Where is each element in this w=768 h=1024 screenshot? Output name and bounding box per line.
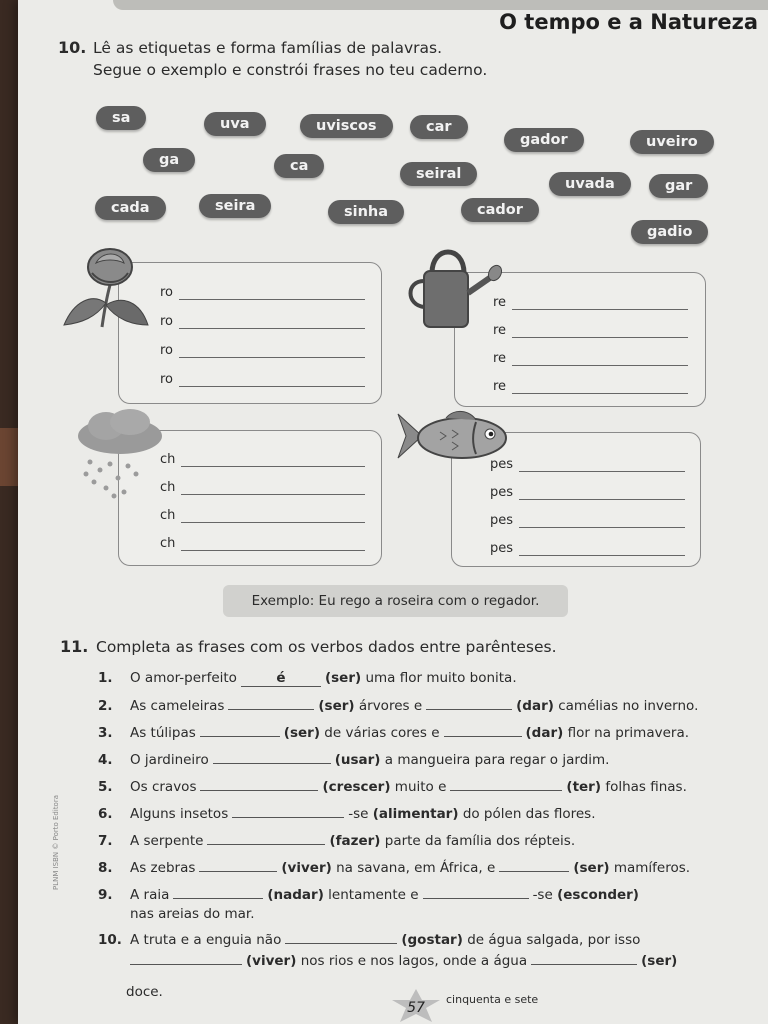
page-number-star-icon (390, 988, 442, 1024)
line-prefix: re (493, 379, 507, 394)
word-tag: car (410, 115, 468, 139)
line-prefix: pes (490, 485, 514, 500)
sentence-text: A serpente (130, 833, 204, 849)
sentence-10-continued (130, 952, 677, 969)
verb-hint: (viver) (246, 953, 297, 969)
sentence-number: 3. (98, 725, 113, 741)
sentence-text: -se (348, 806, 369, 822)
word-tag: gador (504, 128, 584, 152)
sentence-text: As túlipas (130, 725, 196, 741)
verb-hint: (ser) (318, 698, 355, 714)
rose-icon (62, 245, 152, 330)
line-prefix: pes (490, 541, 514, 556)
word-tag: sinha (328, 200, 404, 224)
sentence-text: As zebras (130, 860, 196, 876)
line-prefix: ch (160, 508, 176, 523)
verb-hint: (alimentar) (372, 806, 459, 822)
exercise-10-instruction-2: Segue o exemplo e constrói frases no teu caderno. (93, 61, 488, 79)
exercise-11-instruction: Completa as frases com os verbos dados entre parênteses. (96, 638, 557, 656)
line-prefix: re (493, 351, 507, 366)
answer-blank[interactable] (450, 778, 562, 791)
answer-rule[interactable] (519, 545, 685, 556)
answer-rule[interactable] (519, 517, 685, 528)
fill-line[interactable] (490, 457, 685, 472)
example-banner: Exemplo: Eu rego a roseira com o regador. (223, 585, 568, 617)
answer-rule[interactable] (512, 299, 688, 310)
verb-hint: (dar) (525, 725, 564, 741)
word-tag: ga (143, 148, 195, 172)
sentence-text: folhas finas. (605, 779, 687, 795)
fill-line[interactable] (490, 513, 685, 528)
sentence-3 (98, 724, 689, 741)
unit-title: O tempo e a Natureza (499, 10, 758, 34)
answer-rule[interactable] (512, 383, 688, 394)
fill-line[interactable] (160, 314, 365, 329)
worksheet-page (18, 0, 768, 1024)
sentence-text: O amor-perfeito (130, 670, 237, 686)
verb-hint: (ter) (566, 779, 602, 795)
answer-blank[interactable] (285, 931, 397, 944)
sentence-text: muito e (394, 779, 447, 795)
sentence-text: O jardineiro (130, 752, 209, 768)
line-prefix: re (493, 323, 507, 338)
sentence-text: flor na primavera. (567, 725, 690, 741)
answer-rule[interactable] (512, 327, 688, 338)
sentence-text: uma flor muito bonita. (365, 670, 517, 686)
verb-hint: (dar) (516, 698, 554, 714)
exercise-10-number: 10. (58, 38, 87, 57)
sentence-number: 6. (98, 806, 113, 822)
answer-rule[interactable] (181, 512, 365, 523)
word-tag: uva (204, 112, 266, 136)
answer-rule[interactable] (181, 484, 365, 495)
line-prefix: ro (160, 285, 174, 300)
word-tag: cador (461, 198, 539, 222)
line-prefix: ro (160, 343, 174, 358)
verb-hint: (ser) (324, 670, 362, 686)
fill-line[interactable] (160, 480, 365, 495)
sentence-6 (98, 805, 595, 822)
sentence-text: a mangueira para regar o jardim. (384, 752, 610, 768)
sentence-5 (98, 778, 687, 795)
word-tag: uvada (549, 172, 631, 196)
sentence-text: parte da família dos répteis. (384, 833, 576, 849)
fill-line[interactable] (493, 351, 688, 366)
sentence-text: de várias cores e (324, 725, 440, 741)
word-tag: gar (649, 174, 708, 198)
fill-line[interactable] (160, 285, 365, 300)
sentence-number: 2. (98, 698, 113, 714)
sentence-9 (98, 886, 639, 903)
line-prefix: pes (490, 457, 514, 472)
word-tag: cada (95, 196, 166, 220)
sentence-text: nos rios e nos lagos, onde a água (300, 953, 528, 969)
answer-blank[interactable] (130, 952, 242, 965)
verb-hint: (viver) (281, 860, 332, 876)
verb-hint: (esconder) (557, 887, 639, 903)
fill-line[interactable] (490, 541, 685, 556)
sentence-text: mamíferos. (613, 860, 691, 876)
fill-line[interactable] (493, 295, 688, 310)
word-tag: uveiro (630, 130, 714, 154)
verb-hint: (usar) (334, 752, 381, 768)
sentence-text: Alguns insetos (130, 806, 229, 822)
sentence-number: 9. (98, 887, 113, 903)
sentence-text: Os cravos (130, 779, 197, 795)
answer-rule[interactable] (519, 461, 685, 472)
answer-blank[interactable] (173, 886, 263, 899)
line-prefix: ch (160, 452, 176, 467)
side-credit: PLNM ISBN © Porto Editora (52, 794, 60, 890)
page-number-words: cinquenta e sete (446, 993, 539, 1006)
verb-hint: (ser) (283, 725, 320, 741)
answer-blank[interactable] (232, 805, 344, 818)
fill-line[interactable] (160, 452, 365, 467)
verb-hint: (fazer) (329, 833, 381, 849)
answer-blank[interactable] (423, 886, 529, 899)
sentence-text: doce. (126, 984, 163, 1000)
fill-line[interactable] (493, 379, 688, 394)
verb-hint: (ser) (641, 953, 678, 969)
sentence-4 (98, 751, 609, 768)
sentence-number: 5. (98, 779, 113, 795)
answer-blank[interactable] (213, 751, 331, 764)
word-tag: ca (274, 154, 324, 178)
sentence-text: nas areias do mar. (130, 906, 255, 922)
sentence-text: na savana, em África, e (336, 860, 496, 876)
answer-rule[interactable] (519, 489, 685, 500)
sentence-text: A truta e a enguia não (130, 932, 282, 948)
line-prefix: pes (490, 513, 514, 528)
answer-rule[interactable] (179, 347, 365, 358)
sentence-text: de água salgada, por isso (467, 932, 641, 948)
page-number: 57 (407, 1000, 425, 1016)
fill-line[interactable] (160, 508, 365, 523)
answer-rule[interactable] (179, 318, 365, 329)
verb-hint: (ser) (573, 860, 610, 876)
sentence-text: A raia (130, 887, 170, 903)
answer-blank[interactable] (228, 697, 314, 710)
sentence-10 (98, 931, 640, 948)
sentence-text: As cameleiras (130, 698, 225, 714)
sentence-2 (98, 697, 698, 714)
answer-blank[interactable] (199, 859, 277, 872)
answer-blank[interactable] (426, 697, 512, 710)
fish-icon (396, 408, 508, 466)
answer-blank[interactable] (207, 832, 325, 845)
verb-hint: (crescer) (322, 779, 391, 795)
answer-blank[interactable] (531, 952, 637, 965)
sentence-text: árvores e (358, 698, 423, 714)
answer-blank[interactable]: é (241, 670, 321, 687)
answer-blank[interactable] (200, 724, 280, 737)
answer-blank[interactable] (499, 859, 569, 872)
sentence-8 (98, 859, 690, 876)
verb-hint: (gostar) (401, 932, 463, 948)
word-tag: uviscos (300, 114, 393, 138)
answer-rule[interactable] (179, 376, 365, 387)
line-prefix: ro (160, 314, 174, 329)
sentence-number: 10. (98, 932, 122, 948)
rain-cloud-icon (72, 408, 167, 503)
answer-rule[interactable] (181, 456, 365, 467)
line-prefix: ch (160, 480, 176, 495)
sentence-10-end (126, 984, 163, 1000)
word-tag: seiral (400, 162, 477, 186)
answer-rule[interactable] (512, 355, 688, 366)
answer-blank[interactable] (200, 778, 318, 791)
answer-blank[interactable] (444, 724, 522, 737)
answer-rule[interactable] (179, 289, 365, 300)
fill-line[interactable] (160, 343, 365, 358)
line-prefix: ro (160, 372, 174, 387)
sentence-text: do pólen das flores. (462, 806, 596, 822)
line-prefix: re (493, 295, 507, 310)
word-tag: gadio (631, 220, 708, 244)
fill-line[interactable] (160, 536, 365, 551)
sentence-7 (98, 832, 575, 849)
word-tag: sa (96, 106, 146, 130)
fill-line[interactable] (160, 372, 365, 387)
exercise-10-instruction-1: Lê as etiquetas e forma famílias de palavras. (93, 39, 443, 57)
sentence-1 (98, 670, 517, 687)
fill-line[interactable] (493, 323, 688, 338)
answer-rule[interactable] (181, 540, 365, 551)
line-prefix: ch (160, 536, 176, 551)
sentence-number: 8. (98, 860, 113, 876)
sentence-text: camélias no inverno. (558, 698, 699, 714)
exercise-11-number: 11. (60, 637, 89, 656)
sentence-text: lentamente e (328, 887, 419, 903)
sentence-number: 4. (98, 752, 113, 768)
sentence-number: 1. (98, 670, 113, 686)
fill-line[interactable] (490, 485, 685, 500)
sentence-number: 7. (98, 833, 113, 849)
verb-hint: (nadar) (267, 887, 324, 903)
sentence-text: -se (532, 887, 553, 903)
header-band (113, 0, 768, 10)
watering-can-icon (402, 245, 502, 330)
sentence-9-continued (130, 906, 254, 922)
word-tag: seira (199, 194, 271, 218)
